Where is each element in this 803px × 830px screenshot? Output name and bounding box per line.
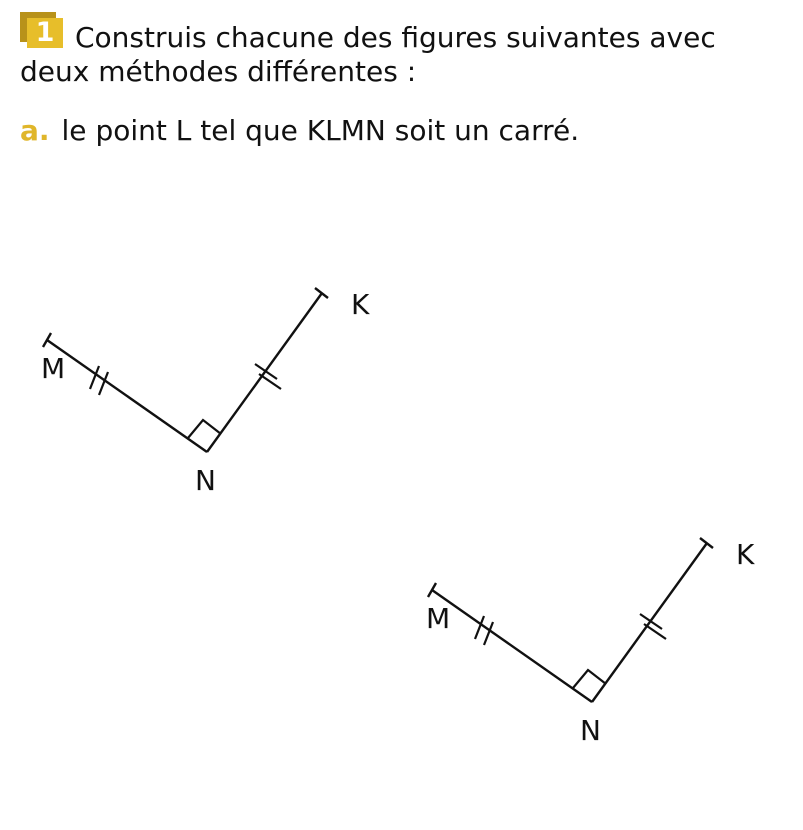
- label-n: N: [580, 714, 601, 747]
- exercise-number: 1: [27, 18, 63, 48]
- label-k: K: [736, 538, 755, 571]
- equal-mark-mn-2: [484, 622, 493, 645]
- endpoint-tick-k: [700, 538, 713, 548]
- equal-mark-mn-1: [475, 616, 484, 639]
- equal-mark-nk-2: [644, 624, 666, 639]
- segment-nk: [592, 543, 707, 702]
- equal-mark-mn-1: [90, 366, 99, 389]
- instruction-line-2: deux méthodes différentes :: [20, 55, 417, 88]
- question-letter: a.: [20, 114, 50, 147]
- endpoint-tick-m: [43, 333, 51, 347]
- equal-mark-nk-1: [255, 364, 277, 379]
- segment-mn: [432, 590, 592, 702]
- label-k: K: [351, 288, 370, 321]
- endpoint-tick-m: [428, 583, 436, 597]
- equal-mark-mn-2: [99, 372, 108, 395]
- equal-mark-nk-2: [259, 374, 281, 389]
- equal-mark-nk-1: [640, 614, 662, 629]
- segment-mn: [47, 340, 207, 452]
- right-angle-mark: [573, 670, 606, 688]
- figure-2: [426, 538, 755, 747]
- label-m: M: [41, 352, 66, 385]
- question-text: le point L tel que KLMN soit un carré.: [61, 114, 580, 147]
- segment-nk: [207, 293, 322, 452]
- instruction-line-1: Construis chacune des figures suivantes avec: [75, 21, 716, 54]
- label-n: N: [195, 464, 216, 497]
- label-m: M: [426, 602, 451, 635]
- right-angle-mark: [188, 420, 221, 438]
- endpoint-tick-k: [315, 288, 328, 298]
- figure-1: [41, 288, 370, 497]
